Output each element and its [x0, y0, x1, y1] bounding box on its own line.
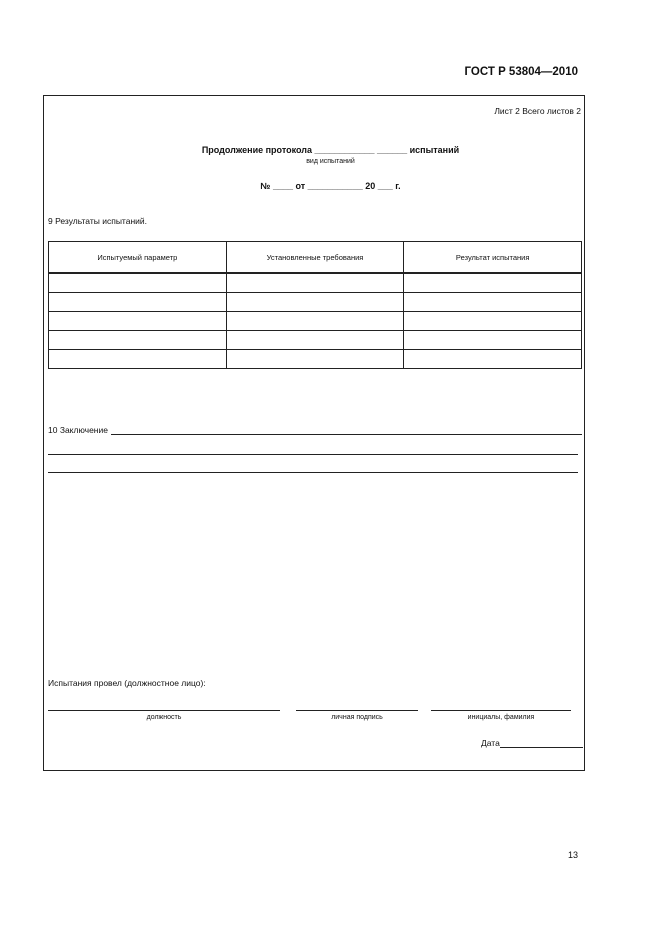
conclusion-line: [48, 425, 582, 435]
conclusion-line-3[interactable]: [48, 472, 578, 473]
table-row: [49, 312, 582, 331]
column-header-parameter: Испытуемый параметр: [49, 242, 227, 274]
table-row: [49, 273, 582, 293]
table-cell[interactable]: [226, 273, 404, 293]
results-table: [48, 241, 582, 369]
date-field[interactable]: [500, 738, 583, 748]
protocol-number-line: № ____ от ___________ 20 ___ г.: [260, 181, 401, 191]
table-row: [49, 350, 582, 369]
signature-caption: личная подпись: [331, 714, 383, 721]
date-label: Дата: [481, 738, 500, 748]
signature-field[interactable]: [296, 710, 418, 711]
protocol-title: Продолжение протокола ____________ ______ испытаний: [201, 145, 460, 155]
conclusion-line-2[interactable]: [48, 454, 578, 455]
section-10-label: 10 Заключение: [48, 425, 108, 435]
name-field[interactable]: [431, 710, 571, 711]
column-header-requirements: Установленные требования: [226, 242, 404, 274]
table-cell[interactable]: [49, 331, 227, 350]
table-row: [49, 331, 582, 350]
sheet-info: Лист 2 Всего листов 2: [494, 106, 581, 116]
position-caption: должность: [146, 714, 182, 721]
table-cell[interactable]: [404, 293, 582, 312]
table-cell[interactable]: [49, 312, 227, 331]
conclusion-field[interactable]: [111, 425, 582, 435]
table-cell[interactable]: [49, 293, 227, 312]
table-cell[interactable]: [404, 350, 582, 369]
name-caption: инициалы, фамилия: [467, 714, 535, 721]
table-cell[interactable]: [49, 350, 227, 369]
table-row: [49, 293, 582, 312]
column-header-result: Результат испытания: [404, 242, 582, 274]
table-cell[interactable]: [404, 331, 582, 350]
table-cell[interactable]: [226, 312, 404, 331]
table-cell[interactable]: [404, 312, 582, 331]
section-9-label: 9 Результаты испытаний.: [48, 216, 148, 226]
conducted-by-label: Испытания провел (должностное лицо):: [48, 678, 206, 688]
test-type-caption: вид испытаний: [306, 158, 355, 165]
date-line: [481, 738, 583, 748]
table-cell[interactable]: [49, 273, 227, 293]
table-cell[interactable]: [226, 293, 404, 312]
table-cell[interactable]: [226, 350, 404, 369]
table-cell[interactable]: [226, 331, 404, 350]
position-field[interactable]: [48, 710, 280, 711]
table-cell[interactable]: [404, 273, 582, 293]
table-header-row: [49, 242, 582, 274]
page-number: 13: [567, 850, 578, 860]
standard-number: ГОСТ Р 53804—2010: [464, 66, 578, 78]
